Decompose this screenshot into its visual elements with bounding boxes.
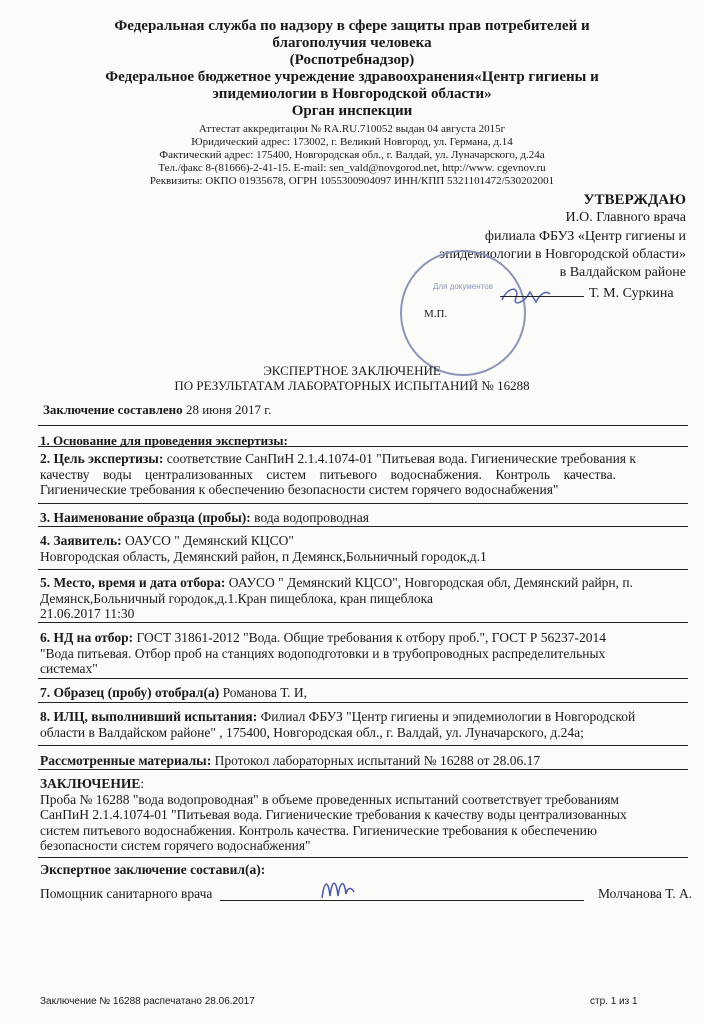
organization-details: Аттестат аккредитации № RA.RU.710052 выдан 04 августа 2015г Юридический адрес: 173002, г. Великий Новгород, ул. Германа, д.14 Фактический адрес: 175400, Новгородская обл., г. Валдай, ул. Луначарского, д.24а Тел./факс 8-(81666)-2-41-15. E-mail: sen_vald@novgorod.net, http://www. cgevnov.ru Реквизиты: ОКПО 01935678, ОГРН 1055300904097 ИНН/КПП 5321101472/530202001 xyxy=(149,123,555,187)
approver-signature xyxy=(494,280,554,310)
approver-name: Т. М. Суркина xyxy=(589,286,674,301)
divider xyxy=(38,678,688,679)
composer-position: Помощник санитарного врача xyxy=(40,886,213,901)
section-8-laboratory: 8. ИЛЦ, выполнивший испытания: Филиал ФБУЗ "Центр гигиены и эпидемиологии в Новгородской области в Валдайском районе" , 175400, Новгородская обл., г. Валдай, ул. Луначарского, д.24а; xyxy=(40,709,636,740)
divider xyxy=(38,769,688,770)
composer-label: Экспертное заключение составил(а): xyxy=(40,862,266,877)
composer-signature xyxy=(318,872,358,904)
divider xyxy=(38,745,688,746)
section-6-sampling-standard: 6. НД на отбор: ГОСТ 31861-2012 "Вода. Общие требования к отбору проб.", ГОСТ Р 56237-2014 "Вода питьевая. Отбор проб на станциях водоподготовки и в трубопроводных распределительных системах" xyxy=(40,630,606,676)
approval-line-1: И.О. Главного врача xyxy=(565,210,686,225)
section-7-sampled-by: 7. Образец (пробу) отобрал(а) Романова Т. И, xyxy=(40,685,307,700)
official-stamp: Для документов xyxy=(400,250,526,376)
section-2-purpose: 2. Цель экспертизы: соответствие СанПиН 2.1.4.1074-01 "Питьевая вода. Гигиенические требования к качеству воды централизованных систем питьевого водоснабжения. Контроль качества. Гигиенические требования к обеспечению безопасности систем горячего водоснабжения" xyxy=(40,451,636,497)
approval-line-4: в Валдайском районе xyxy=(559,265,686,280)
section-5-sampling-place: 5. Место, время и дата отбора: ОАУСО " Демянский КЦСО", Новгородская обл, Демянский райрн, п. Демянск,Больничный городок,д.1.Кран пищеблока, кран пищеблока 21.06.2017 11:30 xyxy=(40,575,633,621)
footer-printed: Заключение № 16288 распечатано 28.06.2017 xyxy=(40,996,255,1007)
footer-page-number: стр. 1 из 1 xyxy=(590,996,638,1007)
divider xyxy=(38,622,688,623)
approval-line-2: филиала ФБУЗ «Центр гигиены и xyxy=(484,229,686,244)
document-title: ЭКСПЕРТНОЕ ЗАКЛЮЧЕНИЕ ПО РЕЗУЛЬТАТАМ ЛАБОРАТОРНЫХ ИСПЫТАНИЙ № 16288 xyxy=(174,363,530,393)
composer-name: Молчанова Т. А. xyxy=(598,886,693,901)
seal-place-label: М.П. xyxy=(424,308,448,320)
approver-signature-line xyxy=(500,296,584,297)
divider xyxy=(38,857,688,858)
agency-name: Федеральная служба по надзору в сфере защиты прав потребителей и благополучия человека (Роспотребнадзор) Федеральное бюджетное учреждение здравоохранения«Центр гигиены и эпидемиологии в Новгородской области» Орган инспекции xyxy=(105,18,599,119)
section-4-applicant: 4. Заявитель: ОАУСО " Демянский КЦСО" Новгородская область, Демянский район, п Демянск,Больничный городок,д.1 xyxy=(40,533,487,564)
divider xyxy=(38,702,688,703)
approval-line-3: эпидемиологии в Новгородской области» xyxy=(439,247,686,262)
reviewed-materials: Рассмотренные материалы: Протокол лабораторных испытаний № 16288 от 28.06.17 xyxy=(40,753,541,768)
divider xyxy=(38,446,688,447)
divider xyxy=(38,503,688,504)
divider xyxy=(38,526,688,527)
section-3-sample-name: 3. Наименование образца (пробы): вода водопроводная xyxy=(40,510,369,525)
divider xyxy=(38,569,688,570)
divider xyxy=(38,425,688,426)
section-1-basis: 1. Основание для проведения экспертизы: xyxy=(40,433,288,448)
composer-signature-line xyxy=(220,900,584,901)
conclusion-block: ЗАКЛЮЧЕНИЕ: Проба № 16288 "вода водопроводная" в объеме проведенных испытаний соответствует требованиям СанПиН 2.1.4.1074-01 "Питьевая вода. Гигиенические требования к качеству воды централизованных систем питьевого водоснабжения. Контроль качества. Гигиенические требования к обеспечению безопасности систем горячего водоснабжения" xyxy=(40,776,627,853)
approval-title: УТВЕРЖДАЮ xyxy=(583,192,686,208)
conclusion-date: Заключение составлено 28 июня 2017 г. xyxy=(43,402,272,417)
